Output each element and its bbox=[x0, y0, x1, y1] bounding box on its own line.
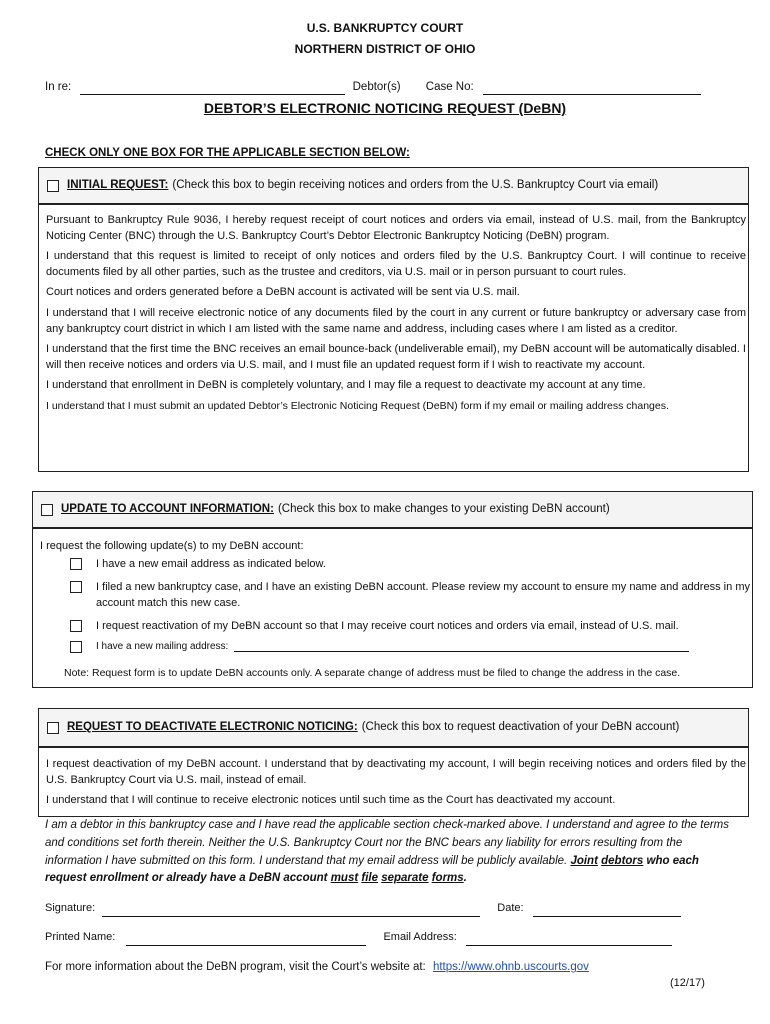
attest-separate: separate bbox=[381, 872, 429, 885]
district-name: NORTHERN DISTRICT OF OHIO bbox=[294, 42, 476, 56]
update-option-case bbox=[70, 580, 750, 611]
attest-joint: Joint bbox=[570, 854, 598, 867]
attest-file: file bbox=[361, 872, 378, 885]
deactivate-p1: I request deactivation of my DeBN account. I understand that by deactivating my account, I will begin receiving notices and orders filed by the U.S. Bankruptcy Court via U.S. mail, instead of email. bbox=[46, 758, 746, 786]
court-name: U.S. BANKRUPTCY COURT bbox=[306, 21, 464, 35]
update-header bbox=[32, 491, 753, 529]
footer-info-row bbox=[45, 959, 589, 975]
debtor-label: Debtor(s) bbox=[352, 81, 401, 93]
name-row bbox=[45, 930, 672, 946]
deactivate-label: REQUEST TO DEACTIVATE ELECTRONIC NOTICING: bbox=[67, 721, 358, 734]
reactivate-text: I request reactivation of my DeBN account so that I may receive court notices and orders via email, instead of U.S. mail. bbox=[96, 620, 679, 632]
case-no-label: Case No: bbox=[425, 81, 474, 93]
update-option-address bbox=[70, 640, 750, 654]
date-field[interactable] bbox=[533, 904, 681, 917]
update-label: UPDATE TO ACCOUNT INFORMATION: bbox=[61, 503, 274, 516]
debtor-name-field[interactable] bbox=[80, 82, 345, 95]
initial-p3: Court notices and orders generated before a DeBN account is activated will be sent via U.S. mail. bbox=[46, 286, 520, 299]
update-intro: I request the following update(s) to my DeBN account: bbox=[40, 540, 304, 552]
attestation-text: I am a debtor in this bankruptcy case and I have read the applicable section check-marked above. I understand and agree to the terms and conditions set forth therein. Neither the U.S. Bankruptcy Court nor the BNC bears any liability for errors resulting from the information I have submitted on this form. I understand that my email address will be publicly available. bbox=[45, 819, 730, 867]
deactivate-header bbox=[38, 708, 749, 748]
printed-name-field[interactable] bbox=[126, 933, 366, 946]
email-field[interactable] bbox=[466, 933, 672, 946]
update-desc: (Check this box to make changes to your existing DeBN account) bbox=[277, 503, 610, 516]
attest-debtors: debtors bbox=[601, 854, 644, 867]
deactivate-checkbox[interactable] bbox=[47, 722, 59, 734]
instruction: CHECK ONLY ONE BOX FOR THE APPLICABLE SECTION BELOW: bbox=[45, 147, 410, 159]
revision-date: (12/17) bbox=[670, 977, 705, 989]
deactivate-desc: (Check this box to request deactivation of your DeBN account) bbox=[361, 721, 680, 734]
new-case-text: I filed a new bankruptcy case, and I have an existing DeBN account. Please review my account to ensure my name and address in my account match this new case. bbox=[96, 581, 750, 609]
new-email-text: I have a new email address as indicated below. bbox=[96, 558, 326, 570]
initial-request-checkbox[interactable] bbox=[47, 180, 59, 192]
new-address-field[interactable] bbox=[234, 640, 689, 652]
form-title: DEBTOR’S ELECTRONIC NOTICING REQUEST (DeBN) bbox=[203, 100, 567, 116]
deactivate-p2: I understand that I will continue to receive electronic notices until such time as the Court has deactivated my account. bbox=[46, 794, 616, 807]
attestation: I am a debtor in this bankruptcy case and I have read the applicable section check-marked above. I understand and agree to the terms and conditions set forth therein. Neither the U.S. Bankruptcy Court nor the BNC bears any liability for errors resulting from the information I have submitted on this form. I understand that my email address will be publicly available. Joint debtors who each request enrollment or already have a DeBN account must file separate forms. bbox=[45, 819, 730, 885]
initial-request-label: INITIAL REQUEST: bbox=[67, 179, 169, 192]
initial-p5: I understand that the first time the BNC receives an email bounce-back (undeliverable email), my DeBN account will be automatically disabled. I will then receive notices and orders via U.S. mail, and I must file an updated request form if I wish to reactivate my account. bbox=[46, 343, 746, 371]
initial-request-text bbox=[46, 213, 746, 419]
signature-label: Signature: bbox=[45, 902, 96, 914]
signature-row bbox=[45, 901, 681, 917]
footer-info: For more information about the DeBN program, visit the Court’s website at: bbox=[45, 961, 426, 973]
update-note: Note: Request form is to update DeBN accounts only. A separate change of address must be filed to change the address in the case. bbox=[64, 667, 681, 679]
signature-field[interactable] bbox=[102, 904, 480, 917]
initial-request-header bbox=[38, 167, 749, 205]
initial-p2: I understand that this request is limited to receipt of only notices and orders filed by the U.S. Bankruptcy Court. I will continue to receive documents filed by all other parties, such as the trustee and creditors, via U.S. mail or in person pursuant to court rules. bbox=[46, 250, 746, 278]
update-option-email bbox=[70, 557, 750, 573]
reactivate-checkbox[interactable] bbox=[70, 620, 82, 632]
printed-name-label: Printed Name: bbox=[45, 931, 116, 943]
new-email-checkbox[interactable] bbox=[70, 558, 82, 570]
email-label: Email Address: bbox=[383, 931, 457, 943]
deactivate-text bbox=[46, 757, 746, 814]
initial-p7: I understand that I must submit an updated Debtor’s Electronic Noticing Request (DeBN) form if my email or mailing address changes. bbox=[46, 400, 669, 413]
new-address-checkbox[interactable] bbox=[70, 641, 82, 653]
update-option-reactivate bbox=[70, 619, 750, 635]
case-caption bbox=[45, 79, 701, 95]
attest-forms: forms bbox=[431, 872, 464, 885]
initial-p6: I understand that enrollment in DeBN is completely voluntary, and I may file a request to deactivate my account at any time. bbox=[46, 379, 646, 392]
update-checkbox[interactable] bbox=[41, 504, 53, 516]
attest-must: must bbox=[330, 872, 359, 885]
initial-p4: I understand that I will receive electronic notice of any documents filed by the court in any current or future bankruptcy or adversary case from any bankruptcy court district in which I am listed with the same name and address, including cases where I am listed as a creditor. bbox=[46, 307, 746, 335]
case-number-field[interactable] bbox=[483, 82, 701, 95]
initial-p1: Pursuant to Bankruptcy Rule 9036, I hereby request receipt of court notices and orders via email, instead of U.S. mail, from the Bankruptcy Noticing Center (BNC) through the U.S. Bankruptcy Court’s Debtor Electronic Bankruptcy Noticing (DeBN) program. bbox=[46, 214, 746, 242]
attest-mid: who each request enrollment or already have a DeBN account bbox=[45, 854, 699, 885]
new-address-text: I have a new mailing address: bbox=[96, 641, 229, 652]
court-website-link[interactable]: https://www.ohnb.uscourts.gov bbox=[432, 961, 589, 973]
in-re-label: In re: bbox=[45, 81, 72, 93]
initial-request-desc: (Check this box to begin receiving notices and orders from the U.S. Bankruptcy Court via email) bbox=[172, 179, 659, 192]
new-case-checkbox[interactable] bbox=[70, 581, 82, 593]
date-label: Date: bbox=[497, 902, 524, 914]
